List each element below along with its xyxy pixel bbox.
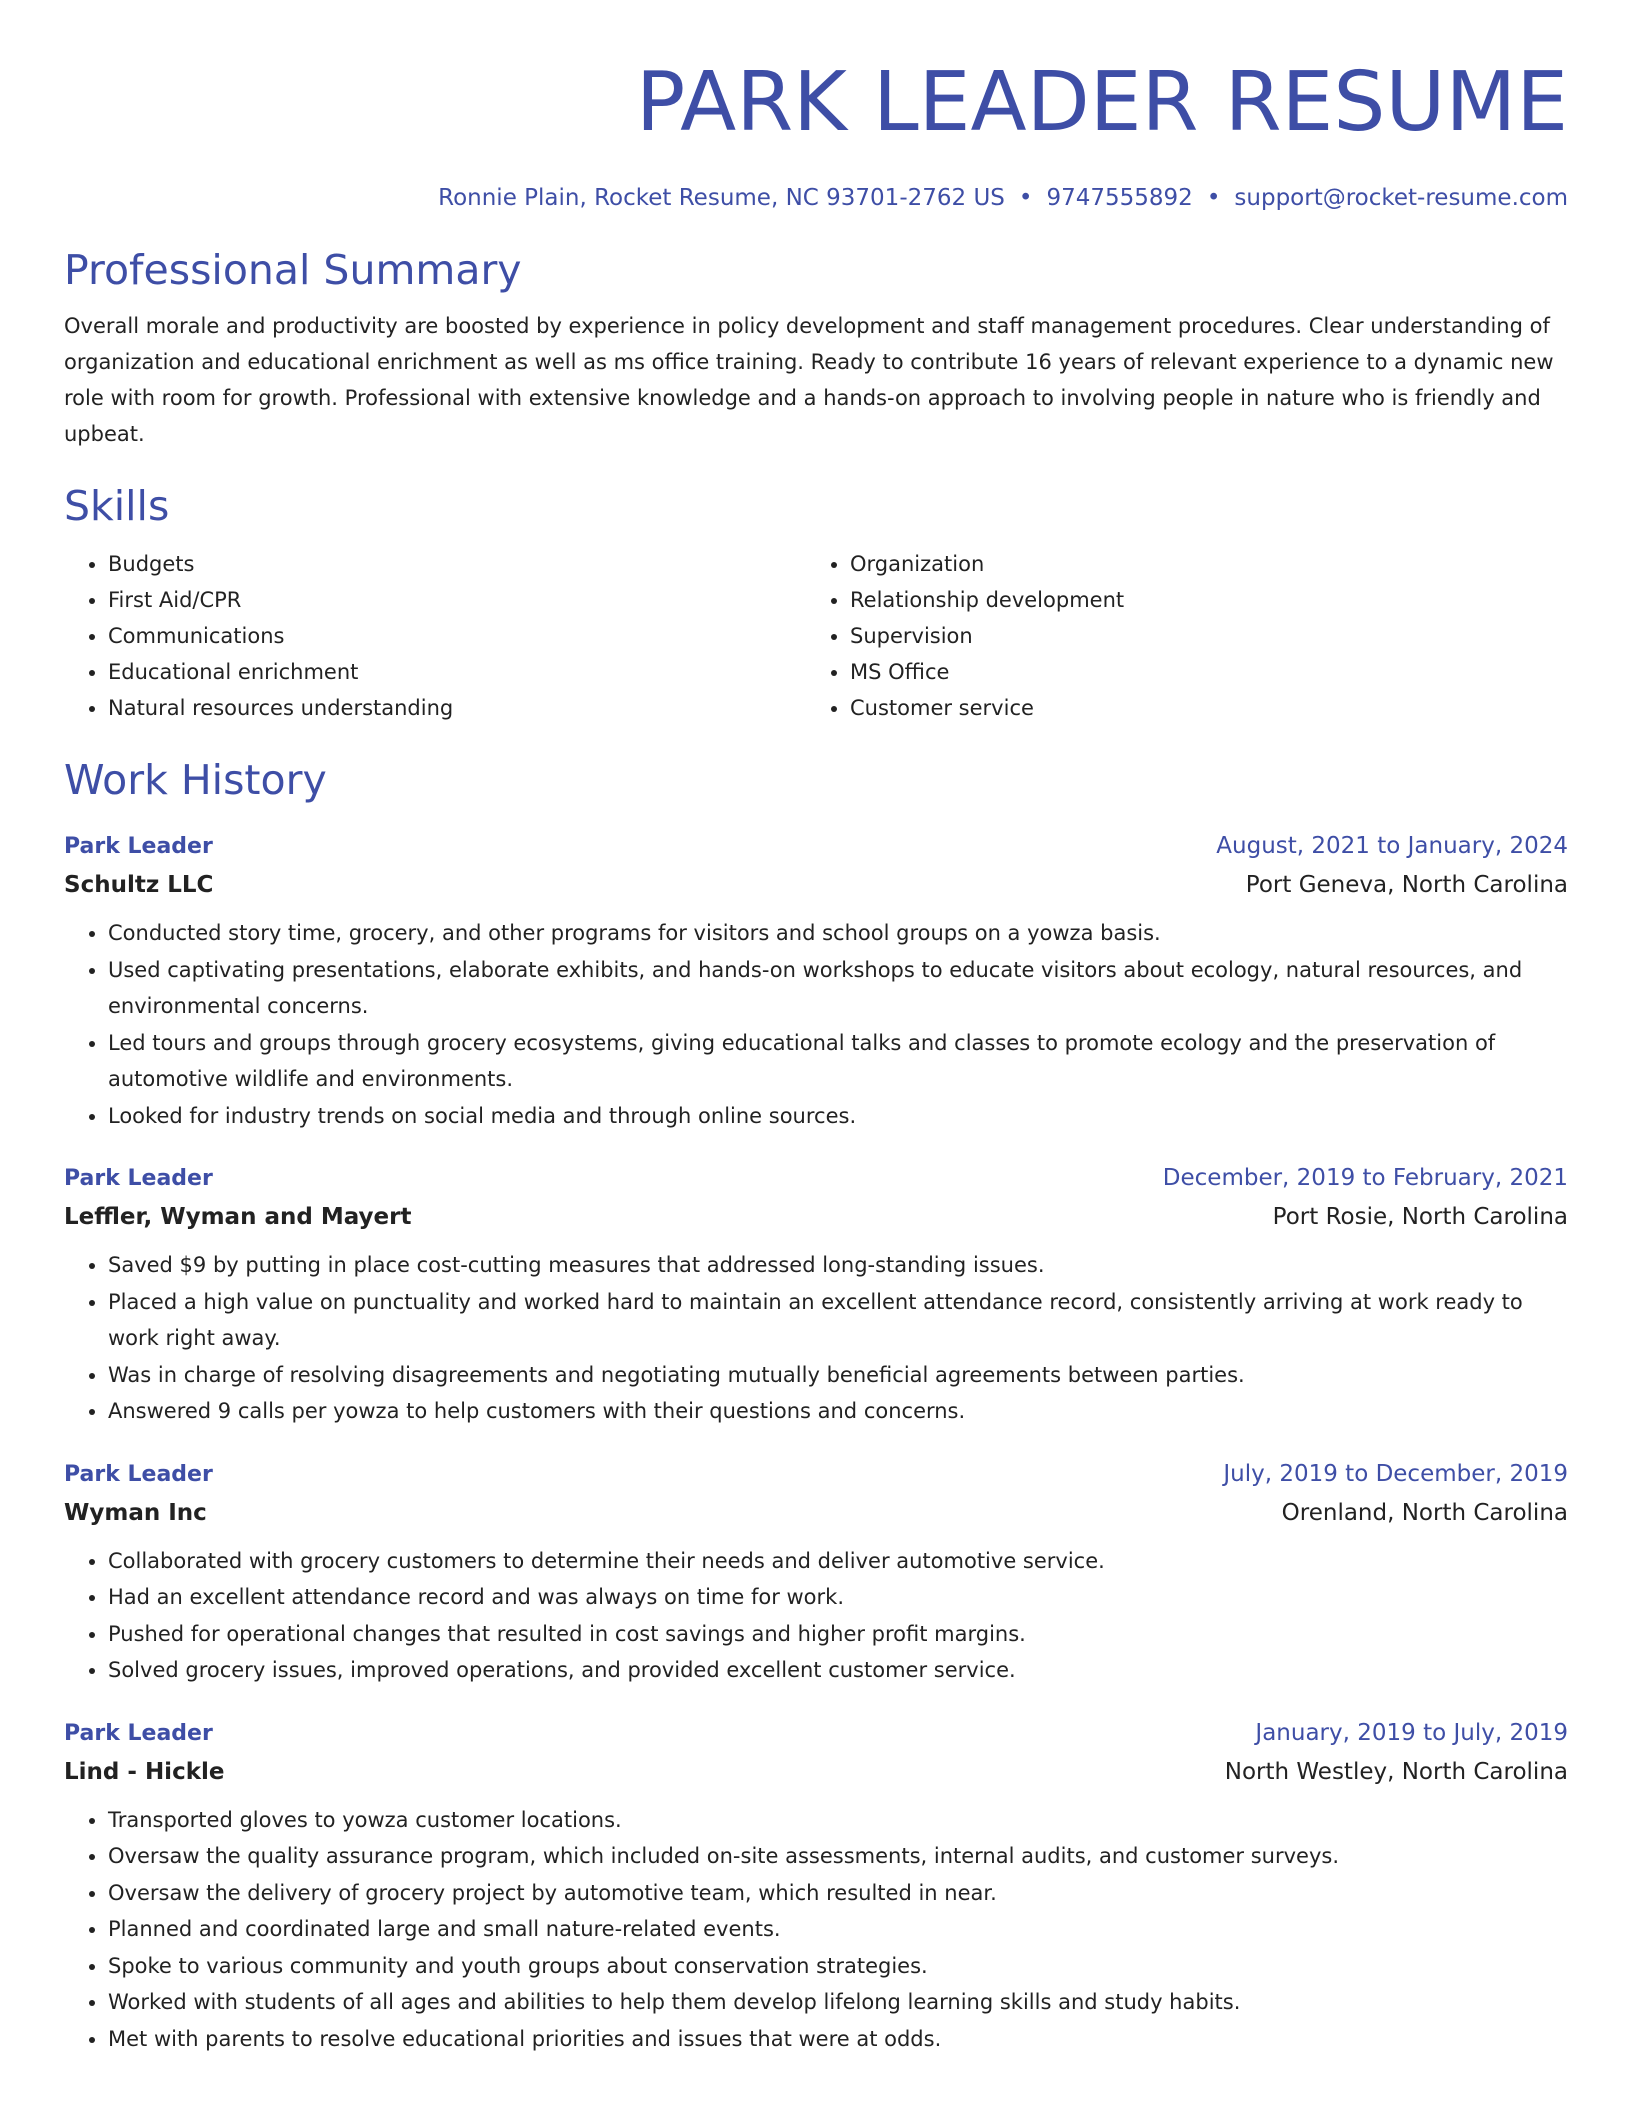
work-history-list xyxy=(64,828,1568,2057)
job-company: Wyman Inc xyxy=(64,1499,207,1526)
skill-item: • First Aid/CPR xyxy=(108,582,806,618)
job-company: Schultz LLC xyxy=(64,872,214,898)
summary-text: Overall morale and productivity are boosted by experience in policy development and staff management procedures. Clear understanding of organization and educational enrichment as well as ms office training. Ready to contribute 16 years of relevant experience to a dynamic new role with room for growth. Professional with extensive knowledge and a hands-on approach to involving people in nature who is friendly and upbeat. xyxy=(64,314,1554,446)
skill-item: • Natural resources understanding xyxy=(108,690,806,726)
job-location: Port Rosie, North Carolina xyxy=(1272,1204,1568,1230)
skill-item: • Organization xyxy=(850,546,1568,582)
job-duty: • Oversaw the delivery of grocery project by automotive team, which resulted in near. xyxy=(108,1875,1568,1912)
job-company: Leffler, Wyman and Mayert xyxy=(64,1204,412,1230)
job-duty: • Planned and coordinated large and small nature-related events. xyxy=(108,1911,1568,1948)
job-header-row xyxy=(64,1456,1568,1493)
skills-heading: Skills xyxy=(64,482,170,530)
job-entry xyxy=(64,828,1568,1134)
skill-item: • Educational enrichment xyxy=(108,654,806,690)
skill-item: • Supervision xyxy=(850,618,1568,654)
summary-heading: Professional Summary xyxy=(64,246,522,294)
job-duty: • Met with parents to resolve educational priorities and issues that were at odds. xyxy=(108,2021,1568,2058)
job-header-row xyxy=(64,828,1568,865)
job-title: Park Leader xyxy=(64,1461,213,1487)
job-employer-row xyxy=(64,1752,1568,1792)
job-duties xyxy=(64,1802,1568,2058)
job-header-row xyxy=(64,1715,1568,1752)
skill-item: • MS Office xyxy=(850,654,1568,690)
job-title: Park Leader xyxy=(64,1166,213,1191)
job-entry xyxy=(64,1715,1568,2058)
job-employer-row xyxy=(64,865,1568,905)
contact-address: Ronnie Plain, Rocket Resume, NC 93701-2762 US xyxy=(438,185,1005,211)
job-duty: • Led tours and groups through grocery ecosystems, giving educational talks and classes to promote ecology and the preservation of automotive wildlife and environments. xyxy=(108,1025,1568,1098)
contact-separator: • xyxy=(1018,185,1033,211)
contact-phone: 9747555892 xyxy=(1046,185,1193,211)
job-duty: • Solved grocery issues, improved operations, and provided excellent customer service. xyxy=(108,1652,1568,1689)
job-employer-row xyxy=(64,1493,1568,1533)
job-location: North Westley, North Carolina xyxy=(1224,1758,1568,1785)
job-duty: • Saved $9 by putting in place cost-cutting measures that addressed long-standing issues. xyxy=(108,1247,1568,1284)
job-duty: • Used captivating presentations, elaborate exhibits, and hands-on workshops to educate visitors about ecology, natural resources, and environmental concerns. xyxy=(108,952,1568,1025)
job-title: Park Leader xyxy=(64,1720,213,1746)
resume-title: PARK LEADER RESUME xyxy=(635,55,1568,150)
job-duty: • Pushed for operational changes that resulted in cost savings and higher profit margins. xyxy=(108,1616,1568,1653)
job-duty: • Placed a high value on punctuality and worked hard to maintain an excellent attendance record, consistently arriving at work ready to work right away. xyxy=(108,1284,1568,1357)
job-dates: July, 2019 to December, 2019 xyxy=(1223,1460,1568,1487)
contact-info xyxy=(64,182,1568,214)
skill-item: • Communications xyxy=(108,618,806,654)
job-duty: • Worked with students of all ages and abilities to help them develop lifelong learning skills and study habits. xyxy=(108,1984,1568,2021)
contact-email: support@rocket-resume.com xyxy=(1234,185,1568,211)
contact-separator: • xyxy=(1206,185,1221,211)
job-duty: • Oversaw the quality assurance program, which included on-site assessments, internal audits, and customer surveys. xyxy=(108,1838,1568,1875)
job-duty: • Had an excellent attendance record and was always on time for work. xyxy=(108,1579,1568,1616)
skill-item: • Budgets xyxy=(108,546,806,582)
skills-column-right xyxy=(806,546,1568,726)
job-duty: • Was in charge of resolving disagreements and negotiating mutually beneficial agreements between parties. xyxy=(108,1357,1568,1394)
job-entry xyxy=(64,1160,1568,1430)
skills-list xyxy=(64,546,1568,726)
job-duty: • Spoke to various community and youth groups about conservation strategies. xyxy=(108,1948,1568,1985)
job-duties xyxy=(64,915,1568,1134)
job-duty: • Collaborated with grocery customers to determine their needs and deliver automotive service. xyxy=(108,1543,1568,1580)
job-duties xyxy=(64,1247,1568,1430)
job-duty: • Answered 9 calls per yowza to help customers with their questions and concerns. xyxy=(108,1393,1568,1430)
job-duty: • Conducted story time, grocery, and other programs for visitors and school groups on a yowza basis. xyxy=(108,915,1568,952)
job-dates: January, 2019 to July, 2019 xyxy=(1255,1719,1568,1746)
skills-column-left xyxy=(64,546,806,726)
job-company: Lind - Hickle xyxy=(64,1758,225,1785)
job-header-row xyxy=(64,1160,1568,1197)
job-location: Port Geneva, North Carolina xyxy=(1245,872,1568,898)
skill-item: • Relationship development xyxy=(850,582,1568,618)
work-history-heading: Work History xyxy=(64,756,327,804)
job-duty: • Transported gloves to yowza customer locations. xyxy=(108,1802,1568,1839)
job-employer-row xyxy=(64,1197,1568,1237)
job-dates: August, 2021 to January, 2024 xyxy=(1216,833,1568,859)
job-dates: December, 2019 to February, 2021 xyxy=(1162,1165,1568,1191)
job-title: Park Leader xyxy=(64,834,213,859)
job-entry xyxy=(64,1456,1568,1689)
job-location: Orenland, North Carolina xyxy=(1281,1499,1568,1526)
job-duty: • Looked for industry trends on social media and through online sources. xyxy=(108,1098,1568,1135)
skill-item: • Customer service xyxy=(850,690,1568,726)
job-duties xyxy=(64,1543,1568,1689)
